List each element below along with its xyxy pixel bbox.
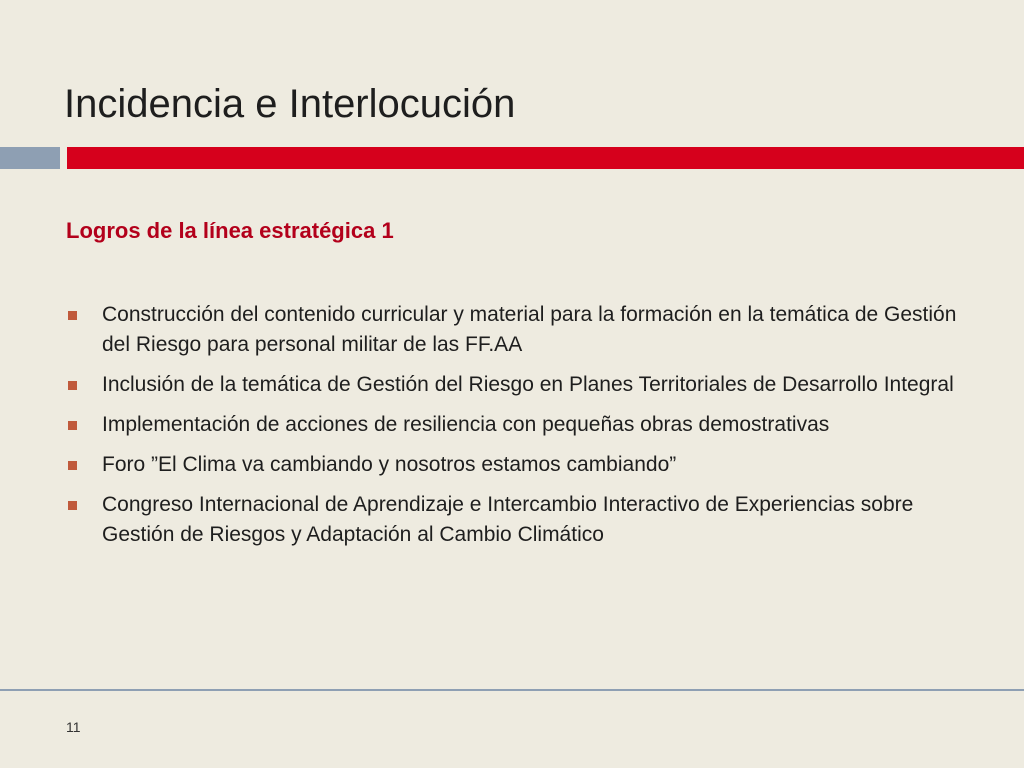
title-accent-bar-red [67, 147, 1024, 169]
list-item [66, 490, 966, 550]
slide-title: Incidencia e Interlocución [64, 82, 516, 126]
list-item [66, 370, 966, 400]
bullet-text: Construcción del contenido curricular y material para la formación en la temática de Gestión del Riesgo para personal militar de las FF.AA [102, 303, 957, 356]
page-number: 11 [66, 719, 81, 735]
list-item [66, 300, 966, 360]
bullet-text: Congreso Internacional de Aprendizaje e Intercambio Interactivo de Experiencias sobre Gestión de Riesgos y Adaptación al Cambio Climático [102, 493, 914, 546]
square-bullet-icon [68, 501, 77, 510]
slide-subtitle: Logros de la línea estratégica 1 [66, 218, 394, 243]
square-bullet-icon [68, 311, 77, 320]
square-bullet-icon [68, 461, 77, 470]
bullet-text: Foro ”El Clima va cambiando y nosotros estamos cambiando” [102, 453, 677, 476]
square-bullet-icon [68, 381, 77, 390]
bullet-text: Inclusión de la temática de Gestión del Riesgo en Planes Territoriales de Desarrollo Integral [102, 373, 954, 396]
bullet-text: Implementación de acciones de resiliencia con pequeñas obras demostrativas [102, 413, 830, 436]
bullet-list [66, 300, 966, 560]
square-bullet-icon [68, 421, 77, 430]
title-accent-bar-gray [0, 147, 60, 169]
footer-divider [0, 689, 1024, 691]
list-item [66, 410, 966, 440]
list-item [66, 450, 966, 480]
